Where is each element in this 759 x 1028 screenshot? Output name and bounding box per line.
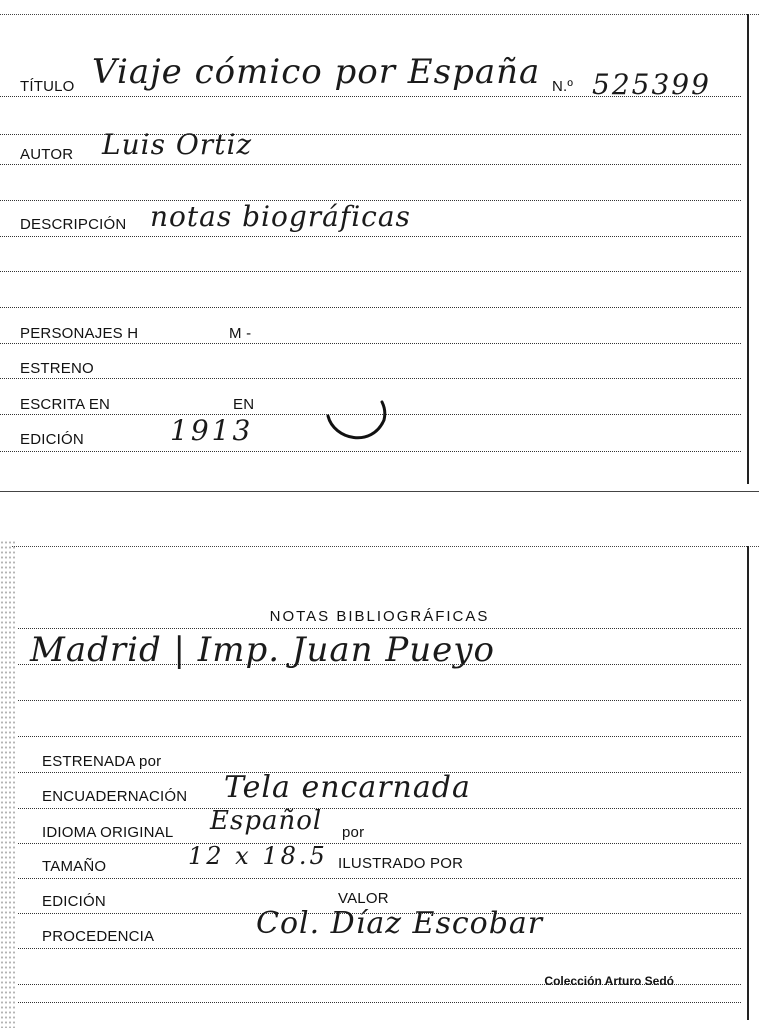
titulo-label: TÍTULO: [20, 78, 75, 95]
rule-line: [18, 736, 741, 737]
en-label: EN: [233, 396, 255, 413]
rule-line: [18, 878, 741, 879]
titulo-value: Viaje cómico por España: [92, 52, 541, 92]
stamp-curve-mark: [322, 400, 392, 450]
rule-line: [0, 307, 741, 308]
rule-line: [18, 808, 741, 809]
notas-bibliograficas-heading: NOTAS BIBLIOGRÁFICAS: [269, 608, 490, 625]
rule-line: [18, 843, 741, 844]
estrenada-por-label: ESTRENADA por: [42, 753, 162, 770]
numero-label: N.º: [552, 78, 574, 95]
escrita-en-label: ESCRITA EN: [20, 396, 111, 413]
rule-line: [0, 378, 741, 379]
tamano-label: TAMAÑO: [42, 858, 107, 875]
idioma-original-label: IDIOMA ORIGINAL: [42, 824, 174, 841]
card-top-edge: [0, 14, 759, 15]
ilustrado-por-label: ILUSTRADO POR: [338, 855, 464, 872]
valor-label: VALOR: [338, 890, 389, 907]
catalog-card-front: [0, 0, 759, 492]
rule-line: [18, 700, 741, 701]
rule-line: [18, 1002, 741, 1003]
edicion-label: EDICIÓN: [42, 893, 106, 910]
numero-value: 525399: [592, 68, 711, 101]
encuadernacion-value: Tela encarnada: [224, 770, 471, 805]
collection-stamp: Colección Arturo Sedó: [544, 974, 674, 988]
rule-line: [0, 271, 741, 272]
personajes-label: PERSONAJES H: [20, 325, 139, 342]
encuadernacion-label: ENCUADERNACIÓN: [42, 788, 188, 805]
rule-line: [0, 236, 741, 237]
estreno-label: ESTRENO: [20, 360, 94, 377]
descripcion-value: notas biográficas: [150, 200, 411, 233]
procedencia-value: Col. Díaz Escobar: [256, 906, 544, 941]
rule-line: [18, 628, 741, 629]
descripcion-label: DESCRIPCIÓN: [20, 216, 127, 233]
catalog-card-back: [0, 540, 759, 1028]
rule-line: [0, 343, 741, 344]
edicion-value: 1913: [170, 414, 254, 447]
card-right-edge: [747, 14, 749, 484]
rule-line: [0, 451, 741, 452]
tamano-value: 12 x 18.5: [188, 842, 328, 870]
card-bottom-edge: [0, 491, 759, 492]
idioma-por-label: por: [342, 824, 365, 841]
personajes-m-label: M -: [229, 325, 252, 342]
rule-line: [18, 948, 741, 949]
procedencia-label: PROCEDENCIA: [42, 928, 155, 945]
rule-line: [0, 164, 741, 165]
idioma-original-value: Español: [210, 806, 323, 836]
autor-label: AUTOR: [20, 146, 74, 163]
autor-value: Luis Ortiz: [102, 128, 253, 161]
edicion-label: EDICIÓN: [20, 431, 84, 448]
notes-publisher-value: Madrid | Imp. Juan Pueyo: [30, 630, 495, 670]
card-top-edge: [12, 546, 759, 547]
